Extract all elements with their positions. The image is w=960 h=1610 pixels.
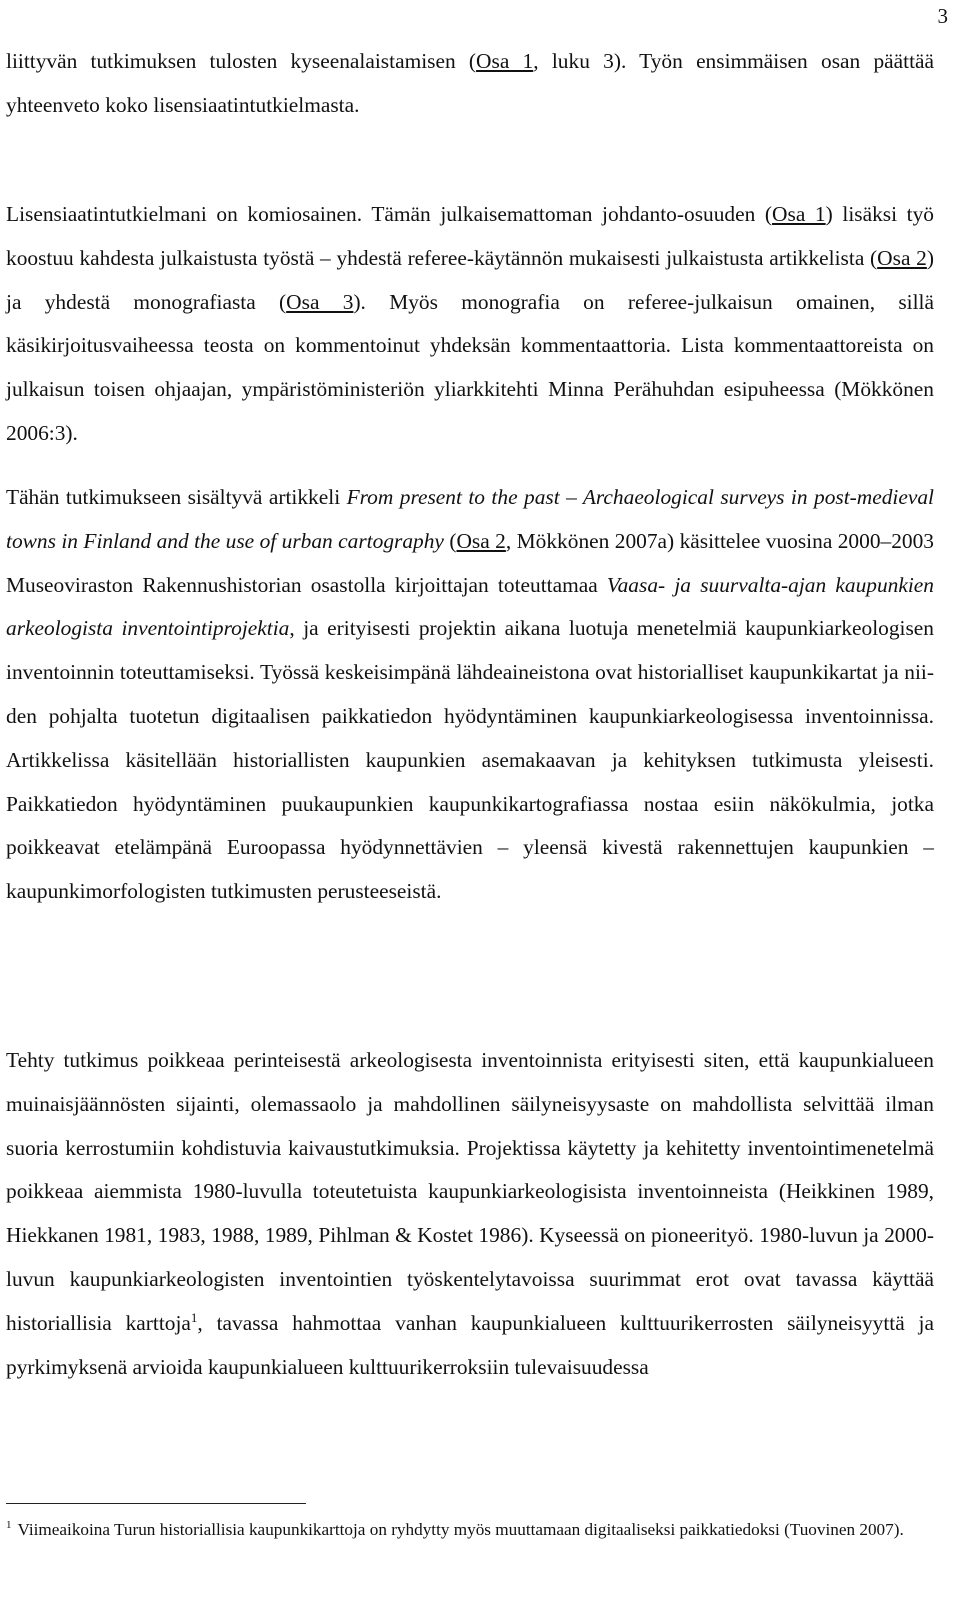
footnote: [6, 1517, 918, 1543]
section-reference-link[interactable]: Osa 1: [772, 202, 826, 226]
paragraph-text: , luku 3). Työn ensimmäisen osan päättää yhteenveto koko lisensiaatintutkielmasta.: [6, 49, 935, 117]
paragraph-text: ) ja yhdestä monografiasta (: [6, 245, 934, 314]
section-reference-link[interactable]: Osa 3: [286, 289, 354, 314]
paragraph-text: , tavassa hahmottaa vanhan kaupunkialueen kulttuurikerrosten säilyneisyyttä ja pyrkimyksenä arvioida kaupunkialueen kulttuurikerroksiin tulevaisuudessa: [6, 1310, 934, 1379]
paragraph-text: (: [443, 528, 457, 553]
paragraph-text: , ja erityisesti projektin aikana luotuja menetelmiä kaupunkiarkeologisen inventoinnin toteuttamiseksi. Työssä keskeisimpänä lähdeaineistona ovat historialliset kaupunkikartat ja niiden pohjalta tuotetun digitaalisen paikkatiedon hyödyntäminen kaupunkiarkeologisessa inventoinnissa. Artikkelissa käsitellään historiallisten kaupunkien asemakaavan ja kehityksen tutkimusta yleisesti. Paikkatiedon hyödyntäminen puukaupunkien kaupunkikartografiassa nostaa esiin näkökulmia, jotka poikkeavat etelämpänä Euroopassa hyödynnettävien – yleensä kivestä rakennettujen kaupunkien – kaupunkimorfologisten tutkimusten perusteeseistä.: [6, 616, 934, 904]
paragraph-text: , Mökkönen 2007a) käsittelee vuosina 2000–2003 Museoviraston Rakennushistorian osastolla kirjoittajan toteuttamaa: [6, 528, 934, 597]
footnote-mark: 1: [6, 1519, 12, 1532]
italic-title: From present to the past – Archaeological surveys in post-medieval towns in Finland and the use of urban cartography: [6, 485, 934, 553]
footnote-separator: [6, 1503, 306, 1504]
footnote-text: Viimeaikoina Turun historiallisia kaupunkikarttoja on ryhdytty myös muuttamaan digitaaliseksi paikkatiedoksi (Tuovinen 2007).: [17, 1520, 904, 1539]
paragraph-text: Lisensiaatintutkielmani on komiosainen. Tämän julkaisemattoman johdanto-osuuden (: [6, 202, 773, 226]
section-reference-link[interactable]: Osa 2: [877, 245, 927, 270]
paragraph-text: ). Myös monografia on referee-julkaisun omainen, sillä käsikirjoitusvaiheessa teosta on kommentoinut yhdeksän kommentaattoria. Lista kommentaattoreista on julkaisun toisen ohjaajan, ympäristöministeriön yliarkkitehti Minna Perähuhdan esipuheessa (Mökkönen 2006:3).: [6, 289, 934, 445]
paragraph-1: [6, 40, 934, 128]
section-reference-link[interactable]: Osa 1: [476, 49, 534, 73]
paragraph-text: liittyvän tutkimuksen tulosten kyseenalaistamisen (: [6, 49, 477, 73]
paragraph-text: ) lisäksi työ koostuu kahdesta julkaistusta työstä – yhdestä referee-käytännön mukaisesti julkaistusta artikkelista (: [6, 202, 935, 270]
paragraph-3: [6, 476, 934, 914]
paragraph-text: Tähän tutkimukseen sisältyvä artikkeli: [6, 485, 347, 509]
section-reference-link[interactable]: Osa 2: [456, 528, 506, 553]
paragraph-4: [6, 1039, 934, 1389]
page-number: 3: [937, 4, 948, 28]
footnote-reference: 1: [190, 1309, 198, 1325]
paragraph-2: [6, 193, 934, 456]
italic-title: Vaasa- ja suurvalta-ajan kaupunkien arkeologista inventointiprojektia: [6, 572, 934, 641]
paragraph-text: Tehty tutkimus poikkeaa perinteisestä arkeologisesta inventoinnista erityisesti siten, että kaupunkialueen muinaisjäännösten sijainti, olemassaolo ja mahdollinen säilyneisyysaste on mahdollista selvittää ilman suoria kerrostumiin kohdistuvia kaivaustutkimuksia. Projektissa käytetty ja kehitetty inventointimenetelmä poikkeaa aiemmista 1980-luvulla toteutetuista kaupunkiarkeologisista inventoinneista (Heikkinen 1989, Hiekkanen 1981, 1983, 1988, 1989, Pihlman & Kostet 1986). Kyseessä on pioneerityö. 1980-luvun ja 2000-luvun kaupunkiarkeologisten inventointien työskentelytavoissa suurimmat erot ovat tavassa käyttää historiallisia karttoja: [6, 1048, 934, 1335]
